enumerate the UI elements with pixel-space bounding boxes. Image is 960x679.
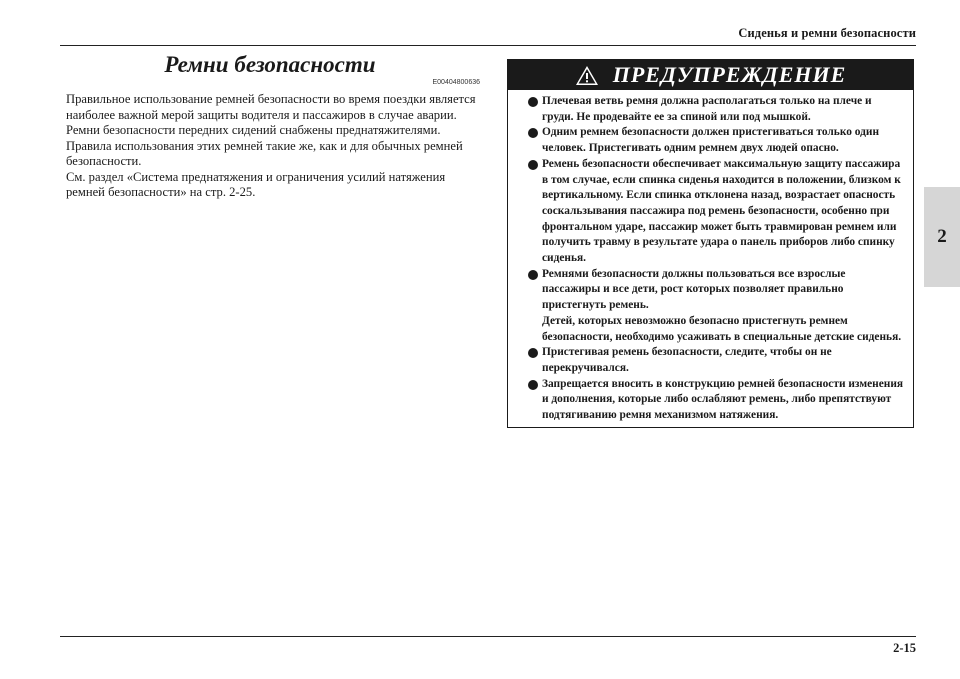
body-paragraph: Правильное использование ремней безопасности во время поездки является наиболее важной мерой защиты водителя и пассажиров в случае аварии. xyxy=(66,92,476,122)
warning-item xyxy=(518,157,905,267)
warning-item-text: Плечевая ветвь ремня должна располагаться только на плече и груди. Не продевайте ее за спиной или под мышкой. xyxy=(542,95,872,123)
warning-item xyxy=(518,267,905,346)
section-code: E00404800636 xyxy=(432,79,480,86)
bullet-icon xyxy=(528,128,538,138)
warning-item xyxy=(518,377,905,424)
chapter-tab-label: 2 xyxy=(937,226,947,247)
warning-triangle-icon xyxy=(575,64,599,86)
warning-header xyxy=(508,60,913,90)
warning-item-text: Запрещается вносить в конструкцию ремней безопасности изменения и дополнения, которые либо ослабляют ремень, либо препятствуют подтягиванию ремня механизмом натяжения. xyxy=(542,377,904,422)
chapter-tab[interactable] xyxy=(924,187,960,287)
warning-item-text: Пристегивая ремень безопасности, следите, чтобы он не перекручивался. xyxy=(542,346,832,374)
warning-item-text: Ремнями безопасности должны пользоваться все взрослые пассажиры и все дети, рост которых позволяет правильно пристегнуть ремень. xyxy=(542,267,846,312)
running-header-title: Сиденья и ремни безопасности xyxy=(738,26,916,40)
warning-item-text: Одним ремнем безопасности должен пристегиваться только один человек. Пристегивать одним ремнем двух людей опасно. xyxy=(542,126,880,155)
section-body xyxy=(66,92,476,201)
warning-list xyxy=(508,90,913,424)
warning-item xyxy=(518,345,905,376)
bullet-icon xyxy=(528,348,538,358)
warning-item xyxy=(518,125,905,156)
body-paragraph: См. раздел «Система преднатяжения и ограничения усилий натяжения ремней безопасности» на стр. 2-25. xyxy=(66,169,446,199)
warning-item xyxy=(518,94,905,125)
bullet-icon xyxy=(528,160,538,170)
warning-title: ПРЕДУПРЕЖДЕНИЕ xyxy=(612,62,847,87)
page-number: 2-15 xyxy=(893,641,916,655)
warning-box xyxy=(507,59,914,428)
warning-item-continuation: Детей, которых невозможно безопасно пристегнуть ремнем безопасности, необходимо усаживать в специальные детские сиденья. xyxy=(542,314,902,343)
section-title: Ремни безопасности xyxy=(164,52,376,77)
bullet-icon xyxy=(528,380,538,390)
bullet-icon xyxy=(528,97,538,107)
warning-item-text: Ремень безопасности обеспечивает максимальную защиту пассажира в том случае, если спинка сиденья находится в положении, близком к вертикальному. Если спинка отклонена назад, возрастает опасность соскальзывания пассажира под ремень безопасности, особенно при фронтальном ударе, пассажир может быть травмирован ремнем или получить травму в результате удара о панель приборов либо спинку сиденья. xyxy=(542,157,901,265)
body-paragraph: Ремни безопасности передних сидений снабжены преднатяжителями. Правила использования этих ремней такие же, как и для обычных ремней безопасности. xyxy=(66,123,463,168)
bullet-icon xyxy=(528,270,538,280)
header-rule xyxy=(60,45,916,46)
footer-rule xyxy=(60,636,916,637)
